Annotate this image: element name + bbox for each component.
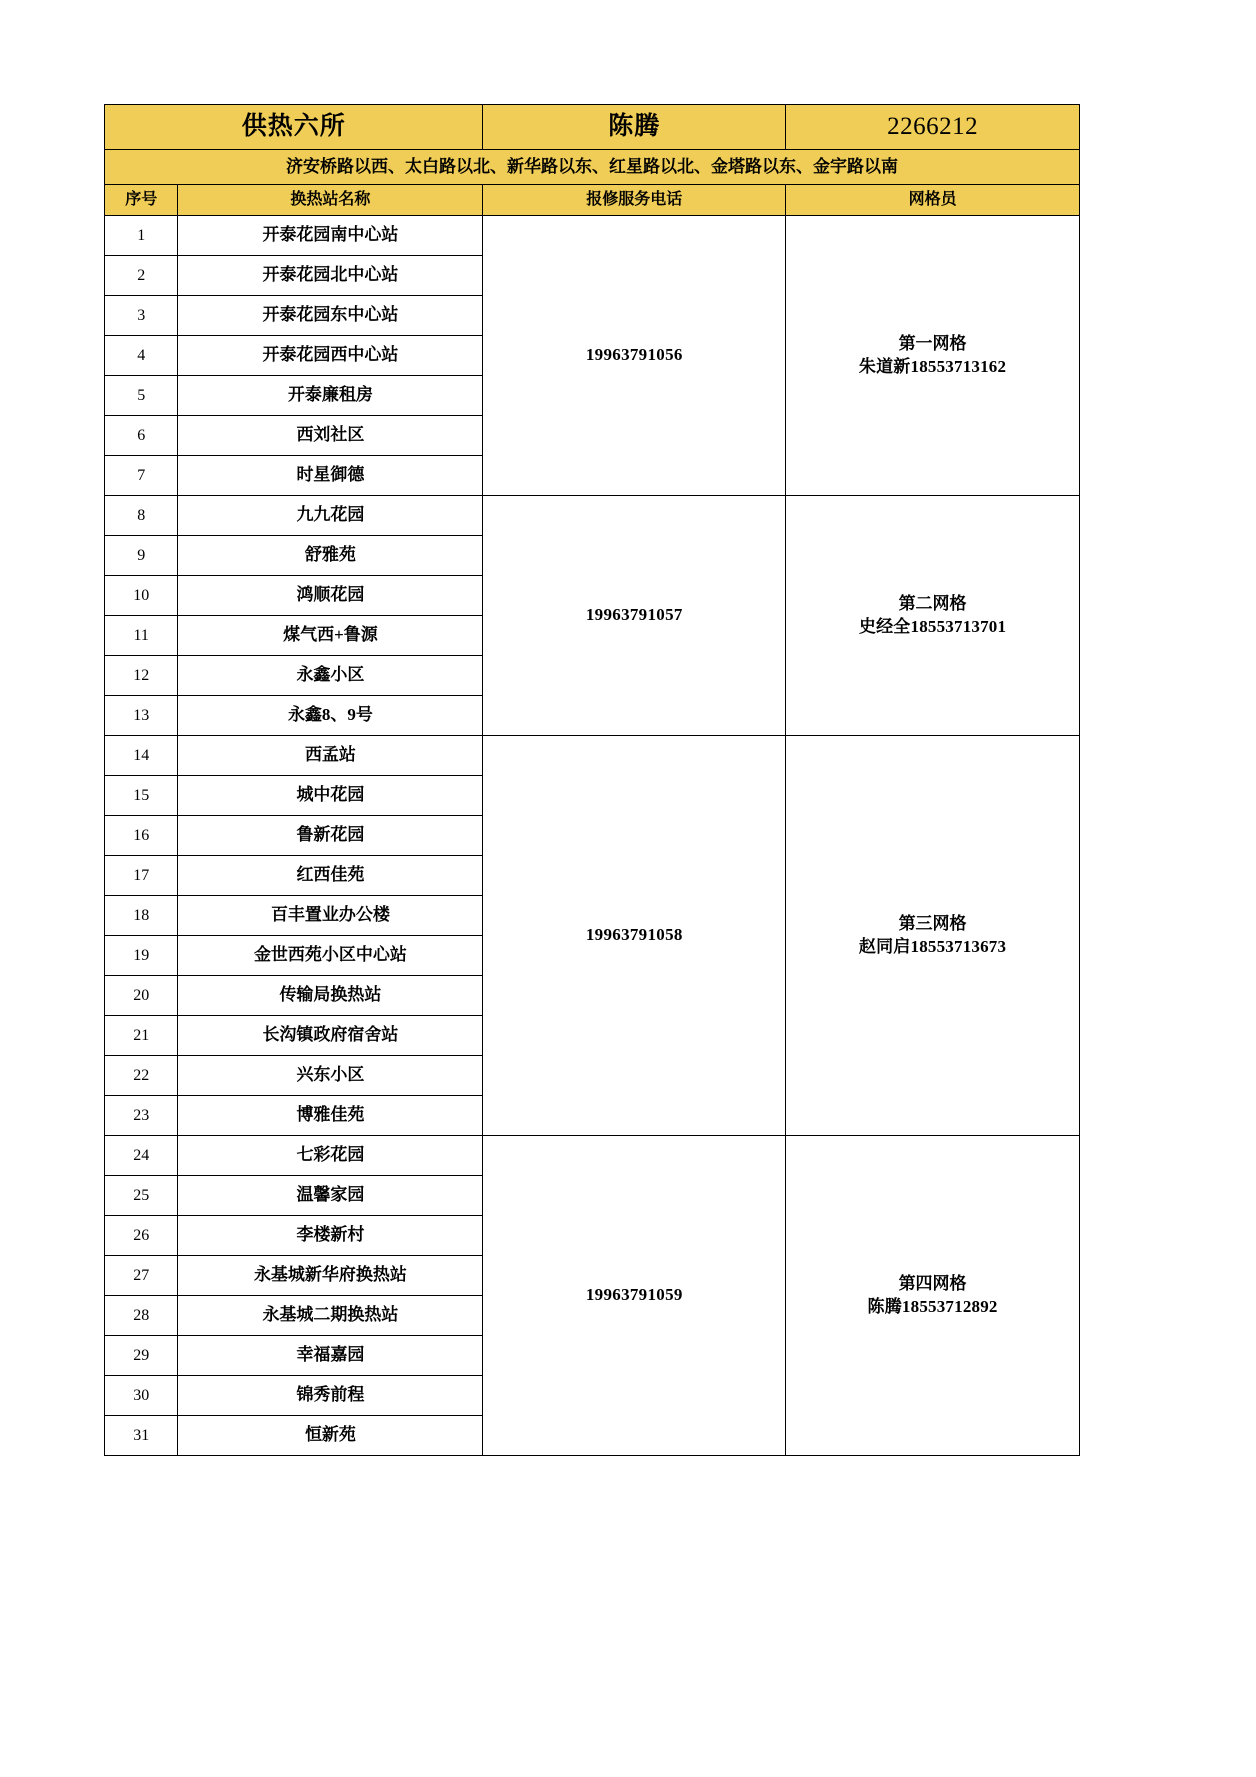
heating-station-table — [104, 104, 1080, 1456]
column-header-service-phone: 报修服务电话 — [483, 185, 786, 216]
row-station: 李楼新村 — [178, 1216, 483, 1256]
row-index: 21 — [105, 1016, 178, 1056]
row-station: 开泰花园西中心站 — [178, 336, 483, 376]
table-row — [105, 216, 1080, 256]
row-index: 6 — [105, 416, 178, 456]
grid-name: 第二网格 — [898, 593, 967, 613]
row-station: 鸿顺花园 — [178, 576, 483, 616]
row-index: 5 — [105, 376, 178, 416]
group-service-phone: 19963791059 — [483, 1136, 786, 1456]
row-index: 20 — [105, 976, 178, 1016]
row-index: 18 — [105, 896, 178, 936]
row-index: 31 — [105, 1416, 178, 1456]
group-service-phone: 19963791058 — [483, 736, 786, 1136]
row-station: 开泰花园南中心站 — [178, 216, 483, 256]
grid-person: 史经全18553713701 — [858, 616, 1007, 636]
row-index: 2 — [105, 256, 178, 296]
table-row — [105, 496, 1080, 536]
table-body — [105, 105, 1080, 1456]
row-index: 17 — [105, 856, 178, 896]
office-phone-cell: 2266212 — [786, 105, 1080, 150]
group-grid-staff — [786, 216, 1080, 496]
row-index: 26 — [105, 1216, 178, 1256]
grid-person: 陈腾18553712892 — [867, 1296, 998, 1316]
row-index: 13 — [105, 696, 178, 736]
service-scope-cell: 济安桥路以西、太白路以北、新华路以东、红星路以北、金塔路以东、金宇路以南 — [105, 150, 1080, 185]
row-station: 兴东小区 — [178, 1056, 483, 1096]
group-service-phone: 19963791057 — [483, 496, 786, 736]
row-index: 4 — [105, 336, 178, 376]
row-index: 9 — [105, 536, 178, 576]
row-station: 西孟站 — [178, 736, 483, 776]
row-station: 鲁新花园 — [178, 816, 483, 856]
header-row-scope — [105, 150, 1080, 185]
row-index: 3 — [105, 296, 178, 336]
row-index: 14 — [105, 736, 178, 776]
row-station: 长沟镇政府宿舍站 — [178, 1016, 483, 1056]
row-index: 28 — [105, 1296, 178, 1336]
row-station: 温馨家园 — [178, 1176, 483, 1216]
row-index: 11 — [105, 616, 178, 656]
row-station: 七彩花园 — [178, 1136, 483, 1176]
column-header-station: 换热站名称 — [178, 185, 483, 216]
row-station: 城中花园 — [178, 776, 483, 816]
row-station: 开泰花园北中心站 — [178, 256, 483, 296]
row-station: 传输局换热站 — [178, 976, 483, 1016]
row-index: 24 — [105, 1136, 178, 1176]
row-index: 7 — [105, 456, 178, 496]
office-name-cell: 供热六所 — [105, 105, 483, 150]
row-index: 30 — [105, 1376, 178, 1416]
row-index: 22 — [105, 1056, 178, 1096]
row-station: 时星御德 — [178, 456, 483, 496]
row-station: 博雅佳苑 — [178, 1096, 483, 1136]
grid-name: 第一网格 — [898, 333, 967, 353]
row-station: 西刘社区 — [178, 416, 483, 456]
row-index: 10 — [105, 576, 178, 616]
row-index: 29 — [105, 1336, 178, 1376]
column-header-index: 序号 — [105, 185, 178, 216]
grid-name: 第三网格 — [898, 913, 967, 933]
row-index: 15 — [105, 776, 178, 816]
row-index: 25 — [105, 1176, 178, 1216]
group-grid-staff — [786, 736, 1080, 1136]
row-station: 舒雅苑 — [178, 536, 483, 576]
row-index: 12 — [105, 656, 178, 696]
table-row — [105, 1136, 1080, 1176]
column-header-grid-staff: 网格员 — [786, 185, 1080, 216]
heating-station-table-sheet — [104, 104, 1080, 1456]
table-row — [105, 736, 1080, 776]
row-index: 8 — [105, 496, 178, 536]
row-station: 红西佳苑 — [178, 856, 483, 896]
row-station: 永基城二期换热站 — [178, 1296, 483, 1336]
row-station: 恒新苑 — [178, 1416, 483, 1456]
grid-name: 第四网格 — [898, 1273, 967, 1293]
row-station: 永鑫8、9号 — [178, 696, 483, 736]
row-index: 19 — [105, 936, 178, 976]
row-station: 开泰廉租房 — [178, 376, 483, 416]
header-row-main — [105, 105, 1080, 150]
grid-person: 赵同启18553713673 — [858, 936, 1007, 956]
row-station: 永鑫小区 — [178, 656, 483, 696]
group-service-phone: 19963791056 — [483, 216, 786, 496]
row-station: 九九花园 — [178, 496, 483, 536]
row-station: 金世西苑小区中心站 — [178, 936, 483, 976]
row-station: 百丰置业办公楼 — [178, 896, 483, 936]
group-grid-staff — [786, 1136, 1080, 1456]
grid-person: 朱道新18553713162 — [858, 356, 1007, 376]
manager-name-cell: 陈腾 — [483, 105, 786, 150]
row-station: 开泰花园东中心站 — [178, 296, 483, 336]
row-index: 1 — [105, 216, 178, 256]
row-index: 27 — [105, 1256, 178, 1296]
row-station: 永基城新华府换热站 — [178, 1256, 483, 1296]
row-index: 16 — [105, 816, 178, 856]
row-index: 23 — [105, 1096, 178, 1136]
header-row-columns — [105, 185, 1080, 216]
row-station: 锦秀前程 — [178, 1376, 483, 1416]
row-station: 幸福嘉园 — [178, 1336, 483, 1376]
row-station: 煤气西+鲁源 — [178, 616, 483, 656]
group-grid-staff — [786, 496, 1080, 736]
